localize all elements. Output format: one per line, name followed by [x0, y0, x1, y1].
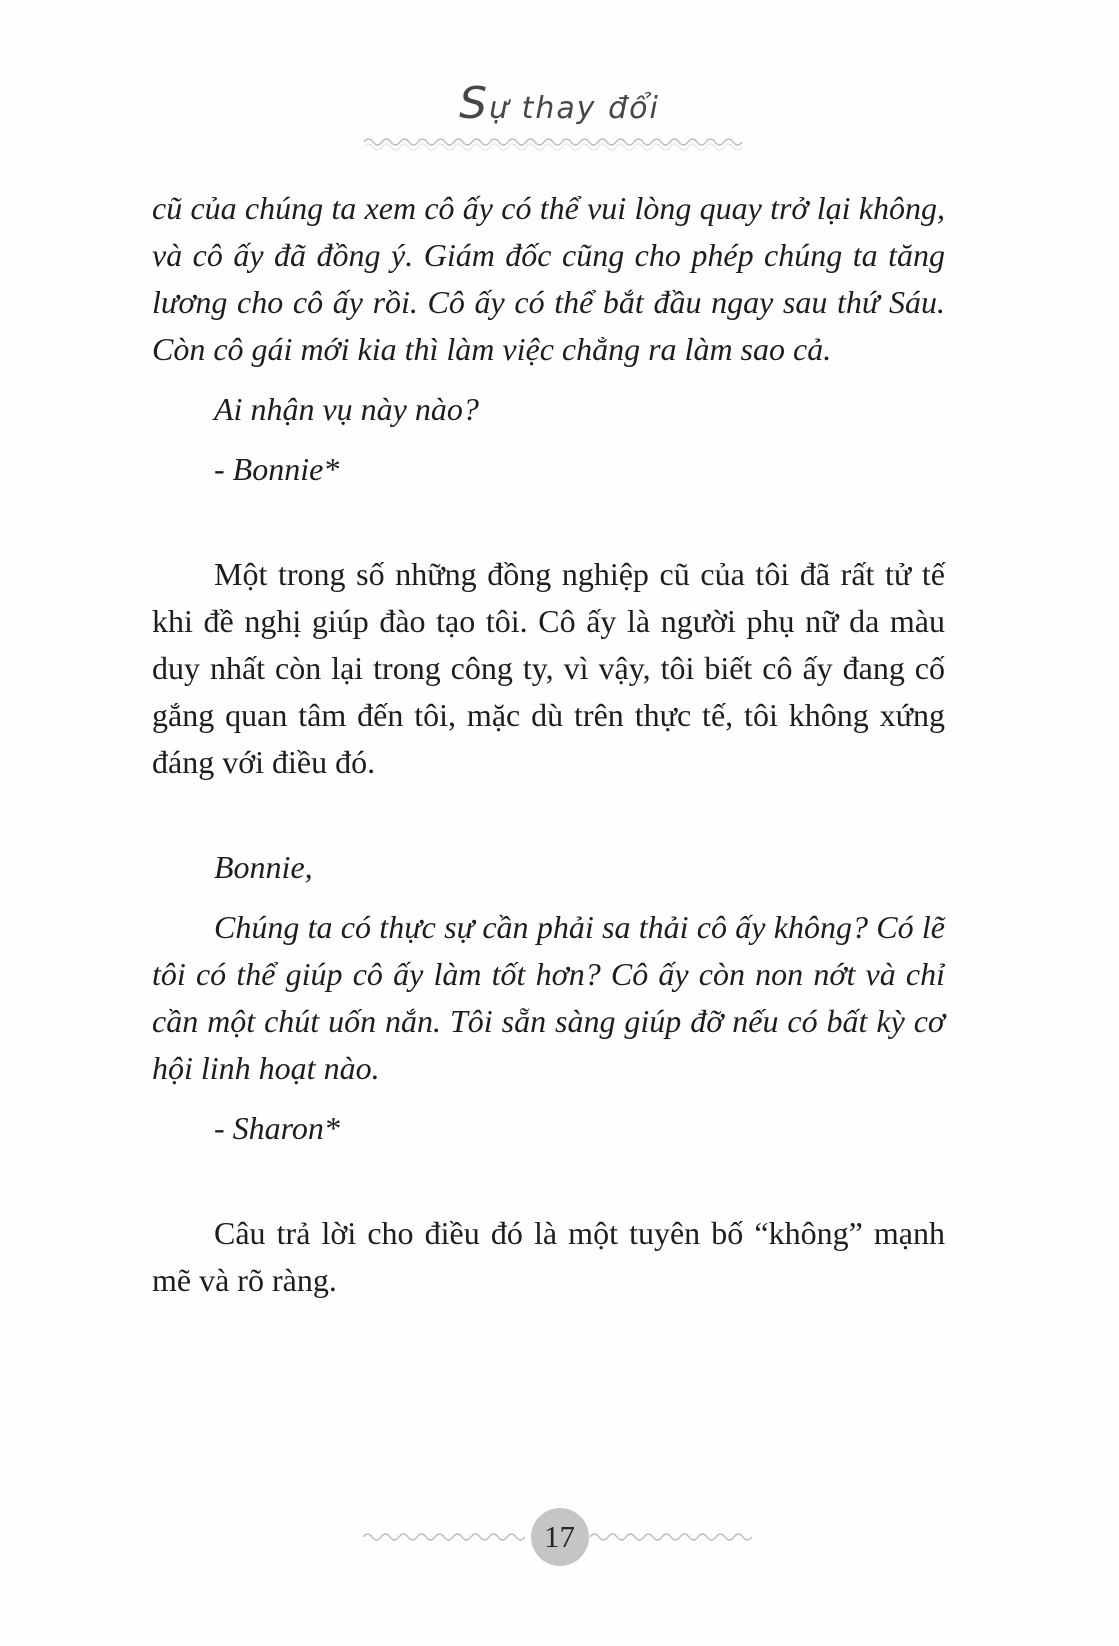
- page-number: 17: [544, 1519, 575, 1554]
- paragraph: cũ của chúng ta xem cô ấy có thể vui lòng quay trở lại không, và cô ấy đã đồng ý. Giám đốc cũng cho phép chúng ta tăng lương cho cô ấy rồi. Cô ấy có thể bắt đầu ngay sau thứ Sáu. Còn cô gái mới kia thì làm việc chẳng ra làm sao cả.: [152, 190, 945, 368]
- text-section-narration: [152, 551, 945, 786]
- page-number-badge: [531, 1508, 589, 1566]
- page-content: [0, 151, 1119, 1304]
- paragraph: Ai nhận vụ này nào?: [214, 391, 479, 428]
- header-divider: [0, 133, 1119, 151]
- text-section-letter: [152, 844, 945, 1152]
- footer-wave-left-icon: [362, 1528, 531, 1546]
- text-section-letter: [152, 185, 945, 493]
- text-section-narration: [152, 1210, 945, 1304]
- paragraph: - Sharon*: [214, 1110, 340, 1147]
- page-header: [0, 0, 1119, 151]
- footer-wave-right-icon: [589, 1528, 758, 1546]
- paragraph: Một trong số những đồng nghiệp cũ của tôi đã rất tử tế khi đề nghị giúp đào tạo tôi. Cô ấy là người phụ nữ da màu duy nhất còn lại trong công ty, vì vậy, tôi biết cô ấy đang cố gắng quan tâm đến tôi, mặc dù trên thực tế, tôi không xứng đáng với điều đó.: [152, 556, 945, 781]
- wavy-divider-icon: [363, 133, 757, 151]
- paragraph: Câu trả lời cho điều đó là một tuyên bố “không” mạnh mẽ và rõ ràng.: [152, 1215, 945, 1299]
- page-footer: [0, 1508, 1119, 1566]
- paragraph: Bonnie,: [214, 849, 313, 886]
- paragraph: - Bonnie*: [214, 451, 340, 488]
- chapter-title: Sự thay đổi: [459, 78, 660, 129]
- paragraph: Chúng ta có thực sự cần phải sa thải cô ấy không? Có lẽ tôi có thể giúp cô ấy làm tốt hơn? Cô ấy còn non nớt và chỉ cần một chút uốn nắn. Tôi sẵn sàng giúp đỡ nếu có bất kỳ cơ hội linh hoạt nào.: [152, 909, 945, 1087]
